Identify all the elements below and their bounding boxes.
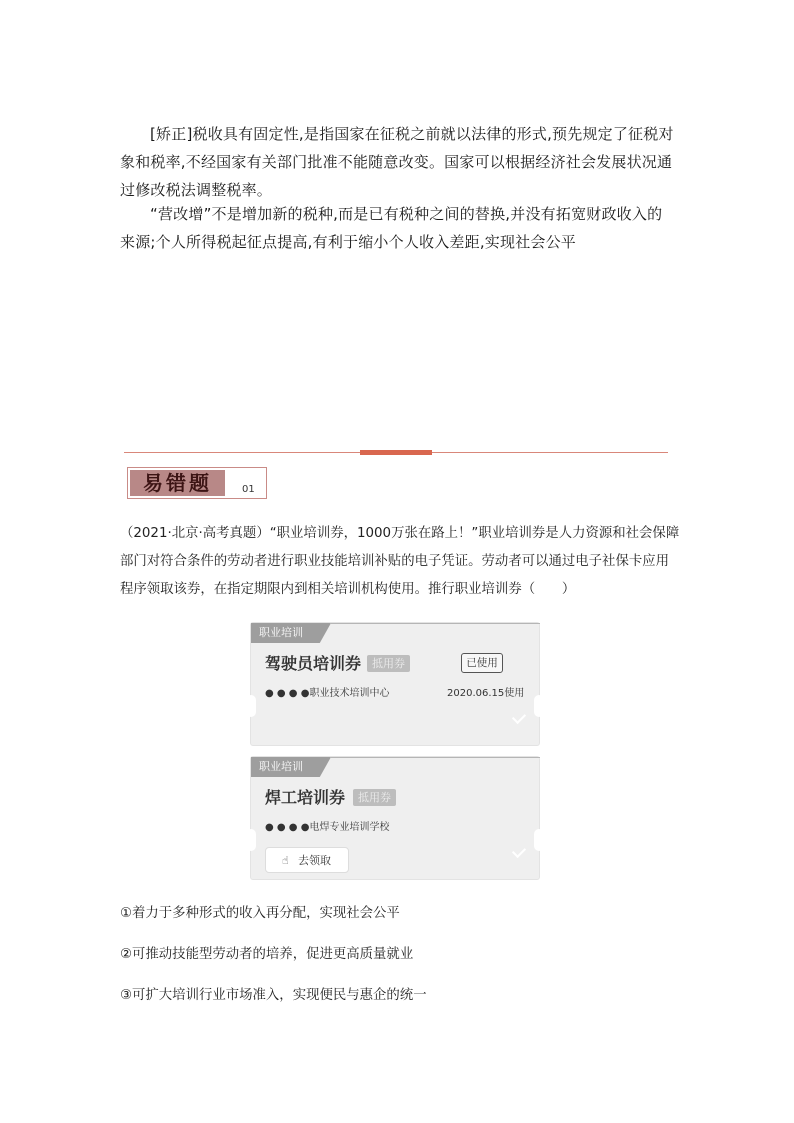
chevron-down-icon <box>512 710 526 724</box>
voucher-tag-line <box>331 757 540 758</box>
voucher-title: 焊工培训券 <box>265 788 346 807</box>
option-3: ③可扩大培训行业市场准入，实现便民与惠企的统一 <box>120 988 427 1003</box>
voucher-tag-label: 职业培训 <box>259 626 303 639</box>
voucher-tag-line <box>331 623 540 624</box>
voucher-card-driver <box>250 622 540 746</box>
voucher-notch-left <box>246 695 256 717</box>
voucher-notch-left <box>246 829 256 851</box>
voucher-tag-label: 职业培训 <box>259 760 303 773</box>
divider-accent <box>360 450 432 455</box>
voucher-title: 驾驶员培训券 <box>265 654 362 673</box>
hand-icon: ☝ <box>282 854 289 867</box>
vat-paragraph: “营改增”不是增加新的税种,而是已有税种之间的替换,并没有拓宽财政收入的来源;个人所得税起征点提高,有利于缩小个人收入差距,实现社会公平 <box>120 205 663 251</box>
section-badge <box>127 467 267 499</box>
voucher-org: ● ● ● ●职业技术培训中心 <box>265 688 390 699</box>
voucher-org: ● ● ● ●电焊专业培训学校 <box>265 822 390 833</box>
option-1: ①着力于多种形式的收入再分配，实现社会公平 <box>120 906 400 921</box>
correction-paragraph: [矫正]税收具有固定性,是指国家在征税之前就以法律的形式,预先规定了征税对象和税率,不经国家有关部门批准不能随意改变。国家可以根据经济社会发展状况通过修改税法调整税率。 <box>120 125 674 199</box>
option-2: ②可推动技能型劳动者的培养，促进更高质量就业 <box>120 947 414 962</box>
voucher-card-welder <box>250 756 540 880</box>
section-title: 易错题 <box>130 470 225 496</box>
voucher-notch-right <box>534 829 544 851</box>
voucher-type-badge: 抵用券 <box>353 789 396 806</box>
question-stem: （2021·北京·高考真题）“职业培训券，1000万张在路上！”职业培训券是人力资源和社会保障部门对符合条件的劳动者进行职业技能培训补贴的电子凭证。劳动者可以通过电子社保卡应用程序领取该券，在指定期限内到相关培训机构使用。推行职业培训券（ ） <box>120 526 680 597</box>
voucher-type-badge: 抵用券 <box>367 655 410 672</box>
voucher-date: 2020.06.15使用 <box>447 688 525 699</box>
voucher-notch-right <box>534 695 544 717</box>
chevron-down-icon <box>512 844 526 858</box>
claim-button[interactable] <box>265 847 349 873</box>
voucher-status-badge: 已使用 <box>461 653 503 673</box>
claim-button-label: 去领取 <box>298 854 331 867</box>
section-number: 01 <box>242 484 255 495</box>
